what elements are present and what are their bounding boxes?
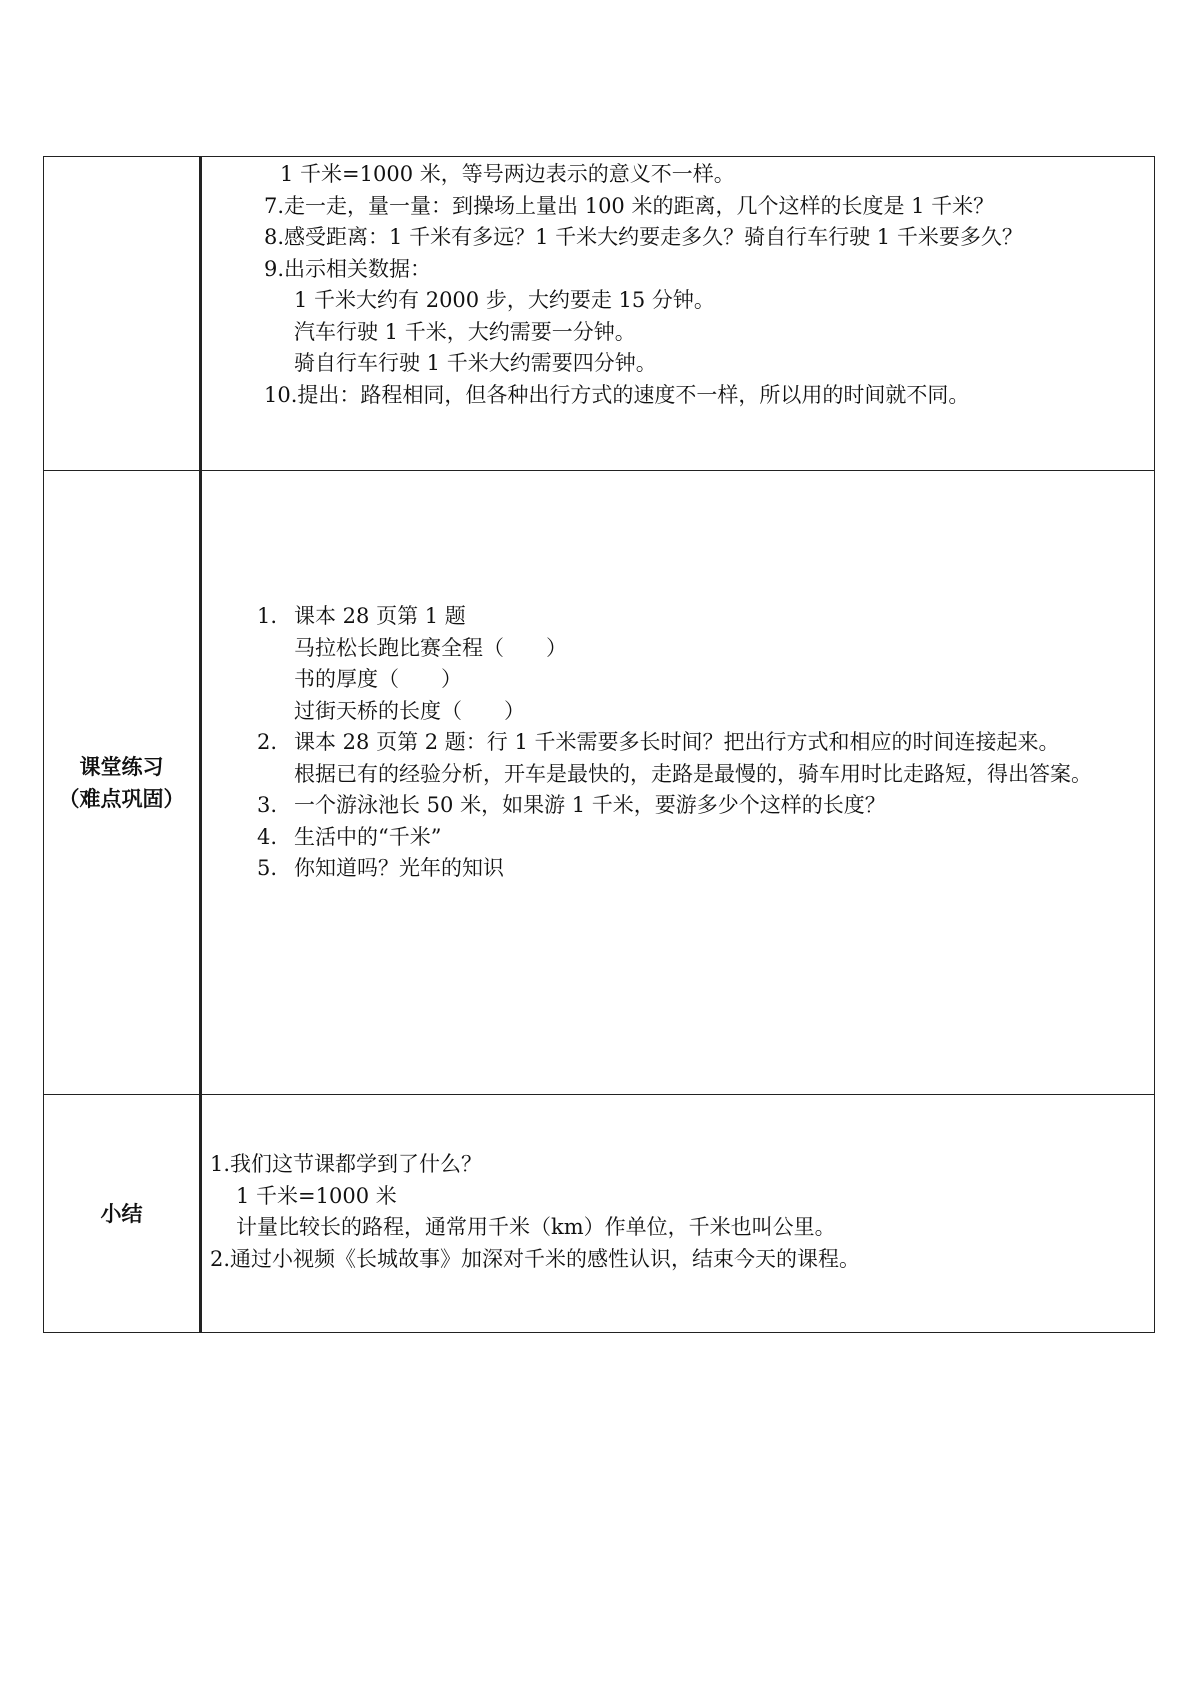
list-text: 课本 28 页第 1 题 xyxy=(294,604,466,628)
row-label-line2: （难点巩固） xyxy=(58,786,185,811)
list-item xyxy=(257,633,1142,665)
lesson-plan-table xyxy=(43,156,1155,1333)
table-row-summary xyxy=(44,1095,1155,1333)
row-label-line1: 课堂练习 xyxy=(79,754,164,779)
text-line: 7.走一走，量一量：到操场上量出 100 米的距离，几个这样的长度是 1 千米？ xyxy=(264,193,995,218)
list-item xyxy=(257,790,1142,822)
list-item xyxy=(257,727,1142,759)
text-line: 1 千米大约有 2000 步，大约要走 15 分钟。 xyxy=(294,288,715,312)
row-content-process xyxy=(201,157,1155,471)
list-text: 你知道吗？光年的知识 xyxy=(294,856,504,880)
text-line: 2.通过小视频《长城故事》加深对千米的感性认识，结束今天的课程。 xyxy=(210,1246,861,1271)
list-text: 生活中的“千米” xyxy=(294,824,442,849)
list-item xyxy=(257,696,1142,728)
text-line: 8.感受距离：1 千米有多远？1 千米大约要走多久？骑自行车行驶 1 千米要多久？ xyxy=(264,225,1023,249)
row-label-process xyxy=(44,157,201,471)
text-line: 9.出示相关数据： xyxy=(264,256,432,281)
list-item xyxy=(257,601,1142,633)
list-text: 书的厚度（ ） xyxy=(294,667,462,691)
list-number: 2. xyxy=(257,730,278,754)
list-item xyxy=(257,822,1142,854)
row-content-summary xyxy=(201,1095,1155,1333)
list-text: 过街天桥的长度（ ） xyxy=(294,698,525,723)
text-line: 1 千米=1000 米 xyxy=(236,1183,397,1208)
row-label-summary xyxy=(44,1095,201,1333)
text-line: 汽车行驶 1 千米，大约需要一分钟。 xyxy=(294,319,636,344)
list-item xyxy=(257,664,1142,696)
list-number: 1. xyxy=(257,604,278,628)
text-line: 1.我们这节课都学到了什么？ xyxy=(210,1152,483,1176)
list-number: 4. xyxy=(257,824,278,849)
text-line: 10.提出：路程相同，但各种出行方式的速度不一样，所以用的时间就不同。 xyxy=(264,382,970,407)
list-text: 一个游泳池长 50 米，如果游 1 千米，要游多少个这样的长度？ xyxy=(294,793,886,817)
text-line: 计量比较长的路程，通常用千米（km）作单位，千米也叫公里。 xyxy=(236,1215,836,1239)
list-text: 课本 28 页第 2 题：行 1 千米需要多长时间？把出行方式和相应的时间连接起来。 xyxy=(294,730,1060,754)
list-item xyxy=(257,853,1142,885)
list-item xyxy=(257,759,1142,791)
list-number: 3. xyxy=(257,793,278,817)
row-label-text: 小结 xyxy=(100,1201,143,1226)
row-content-practice xyxy=(201,471,1155,1095)
text-line: 骑自行车行驶 1 千米大约需要四分钟。 xyxy=(294,351,657,375)
text-line: 1 千米=1000 米，等号两边表示的意义不一样。 xyxy=(280,162,735,186)
table-row-process xyxy=(44,157,1155,471)
list-text: 马拉松长跑比赛全程（ ） xyxy=(294,635,567,660)
list-text: 根据已有的经验分析，开车是最快的，走路是最慢的，骑车用时比走路短，得出答案。 xyxy=(294,761,1092,786)
row-label-practice xyxy=(44,471,201,1095)
list-number: 5. xyxy=(257,856,278,880)
table-row-practice xyxy=(44,471,1155,1095)
